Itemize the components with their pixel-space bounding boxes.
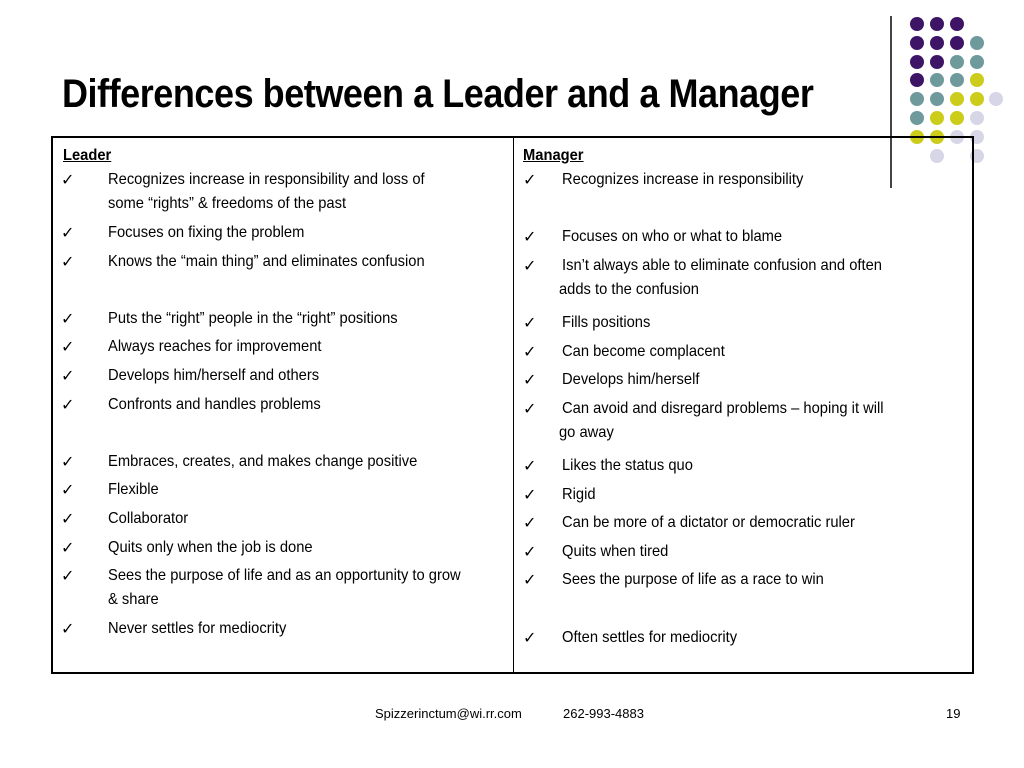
check-icon: ✓ (523, 543, 537, 561)
check-icon: ✓ (523, 400, 537, 418)
decorative-dot (970, 111, 984, 125)
manager-item-text: Develops him/herself (562, 371, 700, 389)
check-icon: ✓ (61, 568, 75, 586)
check-icon: ✓ (61, 339, 75, 357)
decorative-dot (910, 55, 924, 69)
leader-item-text: Sees the purpose of life and as an opportunity to grow (108, 567, 461, 585)
check-icon: ✓ (523, 458, 537, 475)
decorative-dot (930, 73, 944, 87)
manager-item-text: Sees the purpose of life as a race to win (562, 571, 824, 589)
check-icon: ✓ (523, 257, 537, 275)
check-icon: ✓ (61, 367, 75, 385)
manager-item-text: Fills positions (562, 314, 651, 331)
check-icon: ✓ (61, 224, 75, 242)
leader-item-text: Collaborator (108, 509, 189, 527)
check-icon: ✓ (523, 343, 537, 361)
manager-item-text: Recognizes increase in responsibility (562, 171, 804, 188)
comparison-table (51, 136, 974, 674)
leader-item-text: Quits only when the job is done (108, 538, 313, 556)
manager-item-text: adds to the confusion (559, 280, 699, 298)
check-icon: ✓ (61, 482, 75, 500)
decorative-dot (970, 36, 984, 50)
decorative-dot (950, 55, 964, 69)
decorative-dot (930, 92, 944, 106)
leader-item-text: Focuses on fixing the problem (108, 223, 305, 241)
decorative-dot (910, 36, 924, 50)
decorative-dot (910, 111, 924, 125)
manager-item-text: Can be more of a dictator or democratic ruler (562, 514, 855, 532)
check-icon: ✓ (523, 486, 537, 504)
check-icon: ✓ (523, 315, 537, 332)
check-icon: ✓ (523, 629, 537, 647)
check-icon: ✓ (61, 172, 75, 189)
decorative-dot (930, 55, 944, 69)
check-icon: ✓ (523, 572, 537, 590)
footer-phone: 262-993-4883 (563, 706, 644, 721)
check-icon: ✓ (61, 539, 75, 557)
check-icon: ✓ (523, 229, 537, 247)
slide-title: Differences between a Leader and a Manager (62, 72, 814, 116)
manager-item-text: go away (559, 423, 614, 441)
decorative-dot (970, 92, 984, 106)
manager-item-text: Rigid (562, 485, 596, 503)
check-icon: ✓ (61, 453, 75, 471)
check-icon: ✓ (523, 515, 537, 533)
check-icon: ✓ (523, 172, 537, 189)
leader-item-text: Flexible (108, 481, 159, 499)
leader-item-text: Always reaches for improvement (108, 338, 322, 356)
check-icon: ✓ (61, 621, 75, 639)
decorative-dot (950, 92, 964, 106)
leader-item-text: & share (108, 591, 159, 609)
manager-item-text: Likes the status quo (562, 457, 693, 474)
manager-item-text: Can become complacent (562, 342, 725, 360)
check-icon: ✓ (61, 310, 75, 328)
manager-item-text: Isn’t always able to eliminate confusion and often (562, 256, 882, 274)
check-icon: ✓ (61, 253, 75, 271)
leader-item-text: Never settles for mediocrity (108, 620, 287, 638)
footer-page-number: 19 (946, 706, 961, 721)
decorative-dot (970, 73, 984, 87)
decorative-dot (950, 17, 964, 31)
decorative-dot (910, 92, 924, 106)
decorative-dot (930, 17, 944, 31)
manager-item-text: Often settles for mediocrity (562, 628, 738, 646)
decorative-dot (910, 17, 924, 31)
decorative-dot (970, 55, 984, 69)
manager-item-text: Focuses on who or what to blame (562, 228, 783, 246)
leader-item-text: some “rights” & freedoms of the past (108, 195, 347, 212)
manager-item-text: Quits when tired (562, 542, 669, 560)
manager-item-text: Can avoid and disregard problems – hoping it will (562, 399, 884, 417)
leader-column (53, 138, 514, 672)
decorative-dot (950, 36, 964, 50)
check-icon: ✓ (61, 510, 75, 528)
footer-email: Spizzerinctum@wi.rr.com (375, 706, 522, 721)
leader-item-text: Develops him/herself and others (108, 366, 320, 384)
leader-item-text: Confronts and handles problems (108, 395, 321, 413)
decorative-dot (930, 36, 944, 50)
leader-item-text: Knows the “main thing” and eliminates confusion (108, 252, 425, 270)
decorative-dot (950, 111, 964, 125)
decorative-dot (950, 73, 964, 87)
decorative-dot (910, 73, 924, 87)
manager-column (514, 138, 972, 672)
check-icon: ✓ (523, 372, 537, 390)
leader-item-text: Recognizes increase in responsibility and loss of (108, 171, 425, 188)
decorative-dot (930, 111, 944, 125)
check-icon: ✓ (61, 396, 75, 414)
leader-item-text: Puts the “right” people in the “right” positions (108, 309, 398, 327)
decorative-dot (989, 92, 1003, 106)
leader-header: Leader (63, 147, 112, 164)
leader-item-text: Embraces, creates, and makes change positive (108, 452, 418, 470)
manager-header: Manager (523, 147, 584, 164)
